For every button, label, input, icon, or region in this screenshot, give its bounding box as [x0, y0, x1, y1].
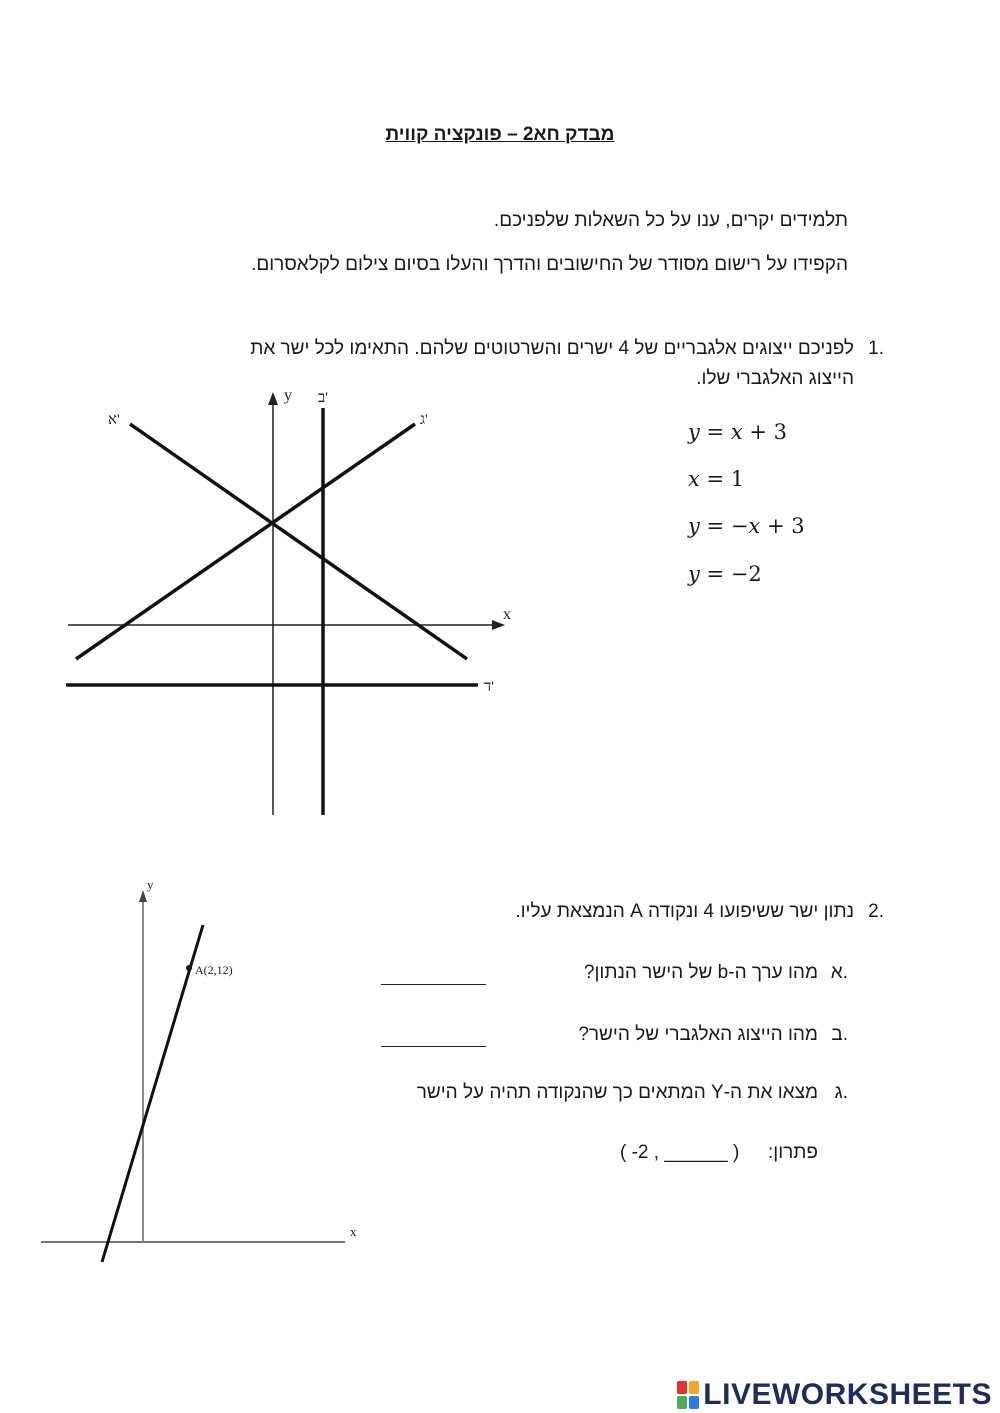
label-b: ב': [318, 390, 328, 406]
page-title: מבדק חא2 – פונקציה קווית: [385, 124, 615, 145]
question-2-number: 2.: [868, 901, 884, 922]
q2-y-axis-arrow: [139, 890, 147, 902]
question-2-graph: [30, 870, 375, 1270]
part-b-letter: ב.: [831, 1024, 848, 1045]
q2-x-axis-label: x: [350, 1224, 357, 1239]
point-a-marker: [186, 965, 192, 971]
question-1-text-line-2: הייצוג האלגברי שלו.: [696, 368, 854, 389]
answer-field[interactable]: ( -2 , ______ ): [620, 1142, 740, 1163]
q2-line: [102, 925, 203, 1262]
part-a-text: מהו ערך ה-b של הישר הנתון?: [583, 962, 818, 983]
equation-2: x = 1: [688, 467, 745, 491]
label-d: ד': [484, 679, 494, 695]
line-g: [76, 424, 415, 659]
question-1-number: 1.: [868, 338, 884, 359]
part-c-letter: ג.: [834, 1082, 848, 1103]
label-g: ג': [420, 412, 428, 428]
equation-1: y = x + 3: [688, 420, 787, 444]
part-a-letter: א.: [830, 962, 848, 983]
q1-y-axis-arrow: [268, 392, 278, 405]
logo-icon: [677, 1381, 699, 1409]
q1-x-axis-label: x: [503, 606, 511, 623]
intro-line-1: תלמידים יקרים, ענו על כל השאלות שלפניכם.: [493, 210, 848, 231]
q1-y-axis-label: y: [284, 387, 292, 404]
q2-y-axis-label: y: [147, 877, 154, 892]
point-a-label: A(2,12): [195, 963, 233, 977]
part-c-text: מצאו את ה-Y המתאים כך שהנקודה תהיה על הישר: [416, 1082, 818, 1103]
part-b-text: מהו הייצוג האלגברי של הישר?: [578, 1024, 818, 1045]
intro-line-2: הקפידו על רישום מסודר של החישובים והדרך והעלו בסיום צילום לקלאסרום.: [251, 254, 848, 275]
liveworksheets-logo: [677, 1378, 992, 1412]
label-a: א': [108, 412, 120, 428]
part-a-answer-blank[interactable]: [381, 984, 486, 985]
line-a: [130, 424, 467, 659]
equation-4: y = −2: [688, 562, 762, 586]
part-b-answer-blank[interactable]: [381, 1046, 486, 1047]
question-1-text-line-1: לפניכם ייצוגים אלגבריים של 4 ישרים והשרטוטים שלהם. התאימו לכל ישר את: [250, 338, 854, 359]
logo-text: LIVEWORKSHEETS: [703, 1378, 992, 1411]
question-2-text: נתון ישר ששיפועו 4 ונקודה A הנמצאת עליו.: [515, 901, 854, 922]
question-1-graph: [0, 375, 540, 825]
answer-label: פתרון:: [767, 1142, 818, 1163]
equation-3: y = −x + 3: [688, 514, 805, 538]
